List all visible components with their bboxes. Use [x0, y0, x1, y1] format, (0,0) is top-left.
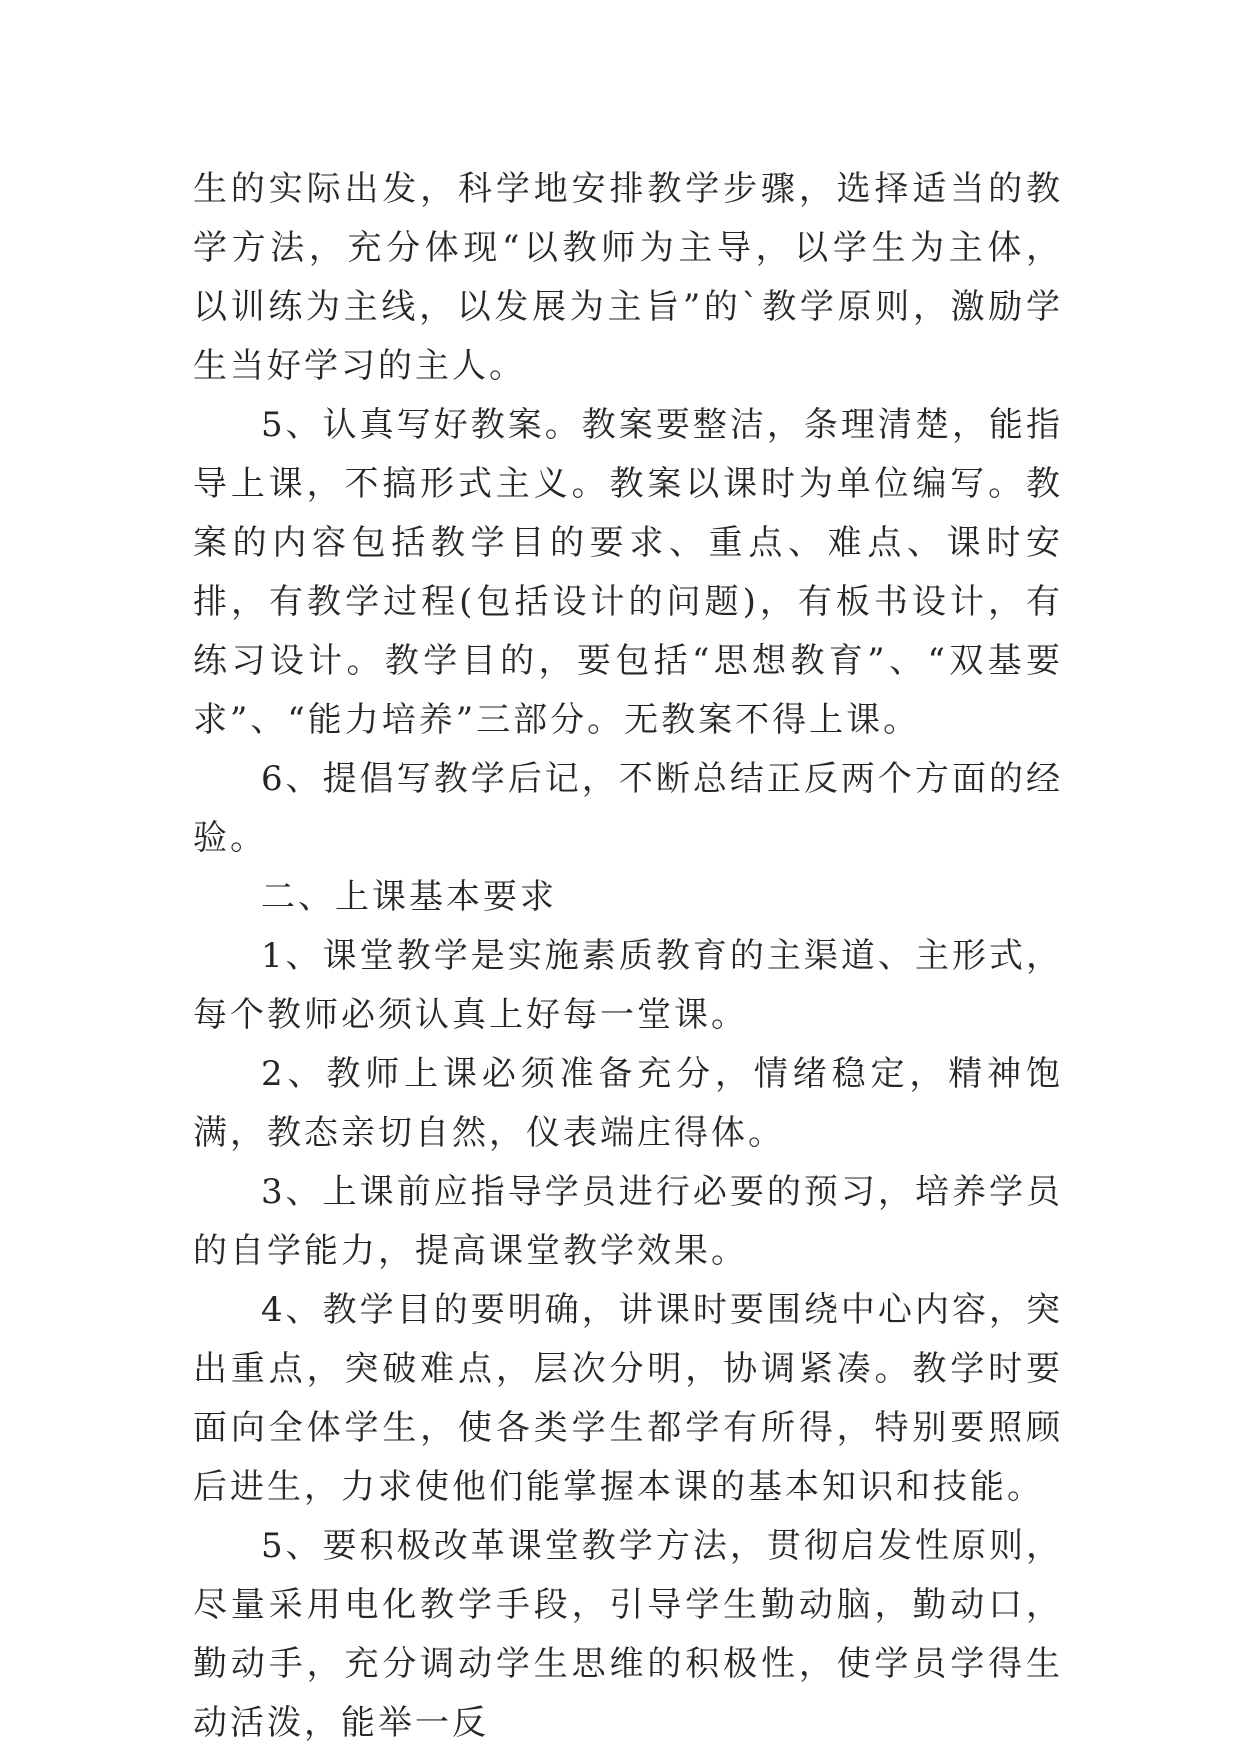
- paragraph-requirement-3: 3、上课前应指导学员进行必要的预习，培养学员的自学能力，提高课堂教学效果。: [193, 1172, 1063, 1271]
- paragraph-requirement-2: 2、教师上课必须准备充分，情绪稳定，精神饱满，教态亲切自然，仪表端庄得体。: [193, 1054, 1063, 1153]
- paragraph-requirement-5: 5、要积极改革课堂教学方法，贯彻启发性原则，尽量采用电化教学手段，引导学生勤动脑，勤动口，勤动手，充分调动学生思维的积极性，使学员学得生动活泼，能举一反: [193, 1526, 1063, 1743]
- paragraph-lesson-plan: 5、认真写好教案。教案要整洁，条理清楚，能指导上课，不搞形式主义。教案以课时为单位编写。教案的内容包括教学目的要求、重点、难点、课时安排，有教学过程(包括设计的问题)，有板书设计，有练习设计。教学目的，要包括“思想教育”、“双基要求”、“能力培养”三部分。无教案不得上课。: [193, 405, 1063, 740]
- paragraph-requirement-1: 1、课堂教学是实施素质教育的主渠道、主形式，每个教师必须认真上好每一堂课。: [193, 936, 1063, 1035]
- paragraph-teaching-notes: 6、提倡写教学后记，不断总结正反两个方面的经验。: [193, 759, 1063, 858]
- paragraph-requirement-4: 4、教学目的要明确，讲课时要围绕中心内容，突出重点，突破难点，层次分明，协调紧凑。教学时要面向全体学生，使各类学生都学有所得，特别要照顾后进生，力求使他们能掌握本课的基本知识和技能。: [193, 1290, 1063, 1507]
- paragraph-continuation: 生的实际出发，科学地安排教学步骤，选择适当的教学方法，充分体现“以教师为主导，以学生为主体，以训练为主线，以发展为主旨”的`教学原则，激励学生当好学习的主人。: [193, 169, 1063, 386]
- section-heading-class-requirements: 二、上课基本要求: [261, 877, 557, 917]
- document-body: [193, 160, 1063, 1753]
